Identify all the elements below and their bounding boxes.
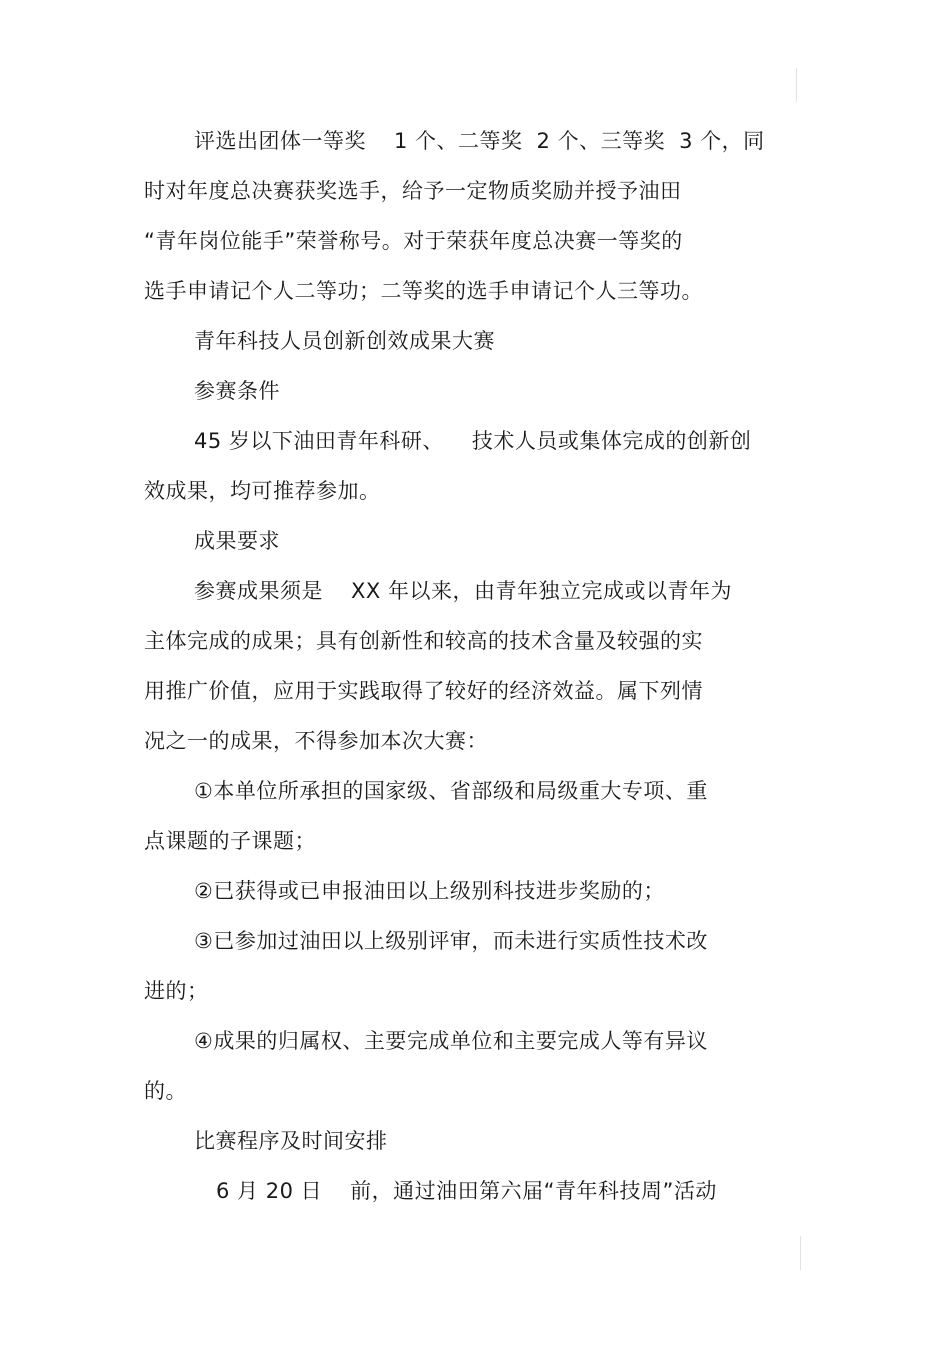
text-line: 况之一的成果，不得参加本次大赛： [144, 729, 488, 753]
text-segment: 2 个、三等奖 [536, 129, 666, 153]
text-line: 选手申请记个人二等功；二等奖的选手申请记个人三等功。 [144, 279, 703, 303]
text-segment: 45 岁以下油田青年科研、 [194, 429, 444, 453]
text-line: “青年岗位能手”荣誉称号。对于荣获年度总决赛一等奖的 [144, 229, 683, 253]
text-segment: XX 年以来，由青年独立完成或以青年为 [351, 579, 732, 603]
page-edge-mark-bottom [800, 1236, 801, 1270]
text-line [194, 426, 751, 456]
list-item: ①本单位所承担的国家级、省部级和局级重大专项、重 [194, 779, 708, 803]
text-line: 的。 [144, 1079, 187, 1103]
subsection-heading: 比赛程序及时间安排 [194, 1129, 388, 1153]
list-item: ③已参加过油田以上级别评审，而未进行实质性技术改 [194, 929, 708, 953]
text-line: 主体完成的成果；具有创新性和较高的技术含量及较强的实 [144, 629, 703, 653]
text-line: 用推广价值，应用于实践取得了较好的经济效益。属下列情 [144, 679, 703, 703]
text-line [194, 576, 732, 606]
text-segment: 6 月 20 日 [216, 1179, 323, 1203]
text-line: 时对年度总决赛获奖选手，给予一定物质奖励并授予油田 [144, 179, 682, 203]
text-segment: 参赛成果须是 [194, 579, 323, 603]
text-line: 点课题的子课题； [144, 829, 316, 853]
text-line [216, 1176, 717, 1206]
text-line: 进的； [144, 979, 209, 1003]
text-segment: 评选出团体一等奖 [194, 129, 366, 153]
page-edge-mark-top [796, 68, 797, 102]
text-line: 效成果，均可推荐参加。 [144, 479, 381, 503]
list-item: ④成果的归属权、主要完成单位和主要完成人等有异议 [194, 1029, 708, 1053]
list-item: ②已获得或已申报油田以上级别科技进步奖励的； [194, 879, 665, 903]
subsection-heading: 成果要求 [194, 529, 280, 553]
text-segment: 技术人员或集体完成的创新创 [471, 429, 752, 453]
text-segment: 前，通过油田第六届“青年科技周”活动 [350, 1179, 717, 1203]
text-segment: 1 个、二等奖 [394, 129, 523, 153]
subsection-heading: 参赛条件 [194, 379, 280, 403]
text-line [194, 126, 765, 156]
section-heading: 青年科技人员创新创效成果大赛 [194, 329, 495, 353]
text-segment: 3 个，同 [679, 129, 765, 153]
